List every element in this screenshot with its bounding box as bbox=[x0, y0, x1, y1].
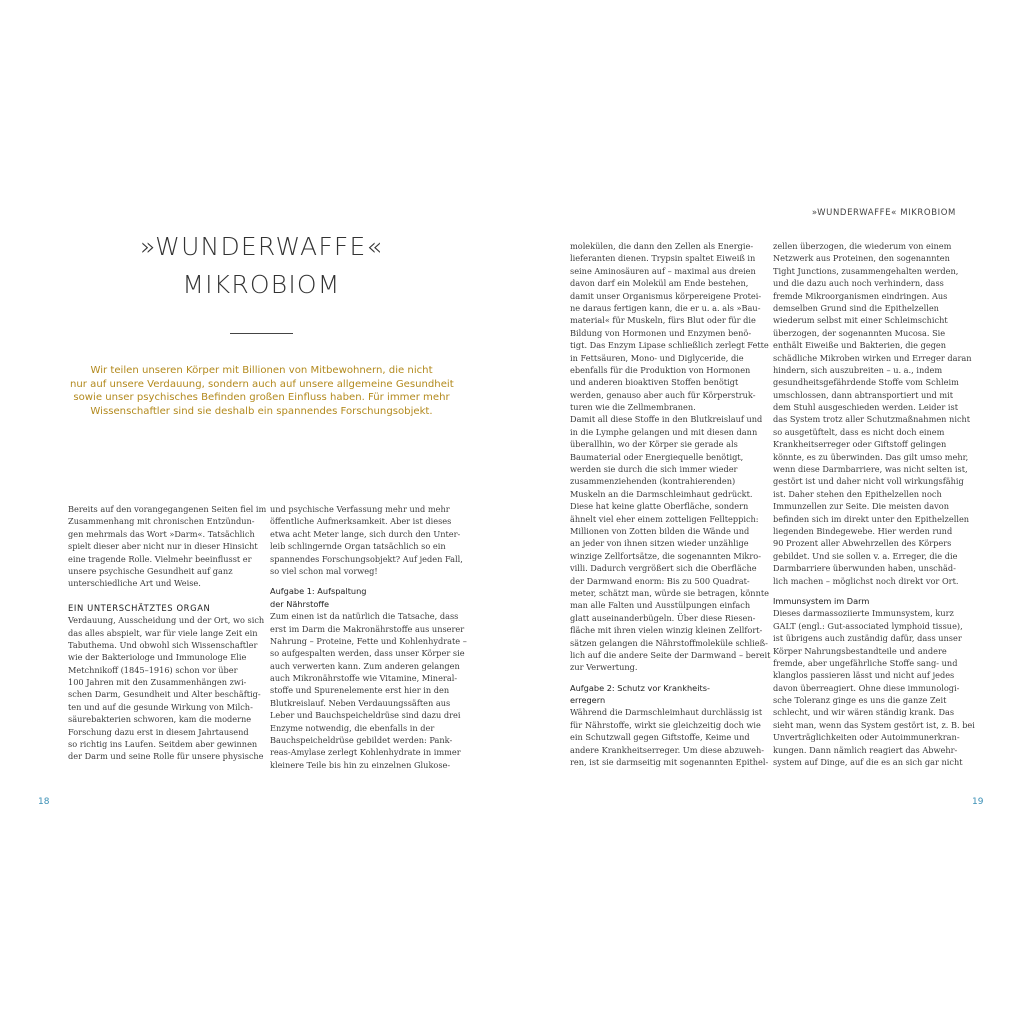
body-line: Baumaterial oder Energiequelle benötigt, bbox=[570, 451, 744, 462]
subheading: Immunsystem im Darm bbox=[773, 595, 870, 606]
body-line: kleinere Teile bis hin zu einzelnen Glukose- bbox=[270, 759, 451, 770]
body-line: turen wie die Zellmembranen. bbox=[570, 402, 696, 413]
chapter-title-line: »WUNDERWAFFE« bbox=[140, 232, 383, 261]
body-line: öffentliche Aufmerksamkeit. Aber ist dieses bbox=[270, 516, 452, 527]
body-line: sieht man, wenn das System gestört ist, z. B. bei bbox=[773, 719, 975, 730]
body-line: umschlossen, dann abtransportiert und mit bbox=[773, 389, 954, 400]
body-line: klanglos passieren lässt und nicht auf jedes bbox=[773, 670, 955, 681]
body-line: ebenfalls für die Produktion von Hormonen bbox=[570, 364, 751, 375]
body-line: GALT (engl.: Gut-associated lymphoid tissue), bbox=[773, 620, 963, 631]
body-line: kungen. Dann nämlich reagiert das Abwehr- bbox=[773, 744, 958, 755]
body-line: fremde Mikroorganismen eindringen. Aus bbox=[773, 290, 948, 301]
body-line: könnte, es zu überwinden. Das gilt umso mehr, bbox=[773, 451, 969, 462]
body-line: dem Stuhl ausgeschieden werden. Leider ist bbox=[773, 402, 958, 413]
body-line: werden, genauso aber auch für Körperstruk- bbox=[570, 389, 756, 400]
subheading-line: der Nährstoffe bbox=[270, 598, 330, 609]
body-line: fremde, aber ungefährliche Stoffe sang- und bbox=[773, 657, 958, 668]
body-line: so aufgespalten werden, dass unser Körper sie bbox=[270, 648, 465, 659]
body-line: gen mehrmals das Wort »Darm«. Tatsächlich bbox=[68, 528, 255, 539]
body-line: enthält Eiweiße und Bakterien, die gegen bbox=[773, 340, 947, 351]
body-line: Forschung dazu erst in diesem Jahrtausend bbox=[68, 726, 249, 737]
body-line: zusammenziehenden (kontrahierenden) bbox=[570, 476, 736, 487]
body-line: Millionen von Zotten bilden die Wände und bbox=[570, 525, 750, 536]
chapter-title bbox=[100, 228, 423, 304]
body-line: leib schlingernde Organ tatsächlich so ein bbox=[270, 541, 446, 552]
body-line: befinden sich im direkt unter den Epithelzellen bbox=[773, 513, 970, 524]
body-line: Muskeln an die Darmschleimhaut gedrückt. bbox=[570, 488, 753, 499]
intro-paragraph bbox=[70, 364, 453, 418]
body-line: und anderen bioaktiven Stoffen benötigt bbox=[570, 377, 739, 388]
body-line: gestört ist und daher nicht voll wirkungsfähig bbox=[773, 476, 964, 487]
body-line: unterschiedliche Art und Weise. bbox=[68, 578, 201, 589]
body-line: hindern, sich auszubreiten – u. a., indem bbox=[773, 364, 943, 375]
subheading-line: Aufgabe 1: Aufspaltung bbox=[270, 586, 367, 597]
body-line: Körper Nahrungsbestandteile und andere bbox=[773, 645, 947, 656]
body-line: gebildet. Und sie sollen v. a. Erreger, die die bbox=[773, 550, 958, 561]
body-line: säurebakterien schworen, kam die moderne bbox=[68, 714, 252, 725]
body-line: system auf Dinge, auf die es an sich gar nicht bbox=[773, 757, 963, 768]
chapter-title-line: MIKROBIOM bbox=[182, 270, 341, 299]
body-line: ein Schutzwall gegen Giftstoffe, Keime und bbox=[570, 732, 750, 743]
page-number-right: 19 bbox=[972, 797, 984, 807]
body-line: damit unser Organismus körpereigene Protei- bbox=[570, 290, 762, 301]
spacer bbox=[68, 590, 252, 602]
body-line: material« für Muskeln, fürs Blut oder für die bbox=[570, 315, 756, 326]
body-line: sätzen gelangen die Nährstoffmoleküle schließ- bbox=[570, 637, 768, 648]
body-line: unsere psychische Gesundheit auf ganz bbox=[68, 565, 233, 576]
body-line: Nahrung – Proteine, Fette und Kohlenhydrate – bbox=[270, 635, 467, 646]
body-line: in die Lymphe gelangen und mit diesen dann bbox=[570, 426, 758, 437]
body-line: Darmbarriere überwunden haben, unschäd- bbox=[773, 563, 956, 574]
body-line: wenn diese Darmbarriere, was nicht selten ist, bbox=[773, 464, 968, 475]
intro-line: Wissenschaftler sind sie deshalb ein spannendes Forschungsobjekt. bbox=[90, 405, 433, 417]
body-line: auch Mikronährstoffe wie Vitamine, Mineral- bbox=[270, 673, 458, 684]
spacer bbox=[270, 577, 454, 585]
body-line: das alles abspielt, war für viele lange Zeit ein bbox=[68, 627, 258, 638]
body-line: werden sie durch die sich immer wieder bbox=[570, 464, 738, 475]
body-line: Tabuthema. Und obwohl sich Wissenschaftler bbox=[68, 639, 258, 650]
intro-line: sowie unser psychisches Befinden großen Einfluss haben. Für immer mehr bbox=[73, 392, 450, 404]
body-line: Leber und Bauchspeicheldrüse sind dazu drei bbox=[270, 710, 461, 721]
body-line: Unverträglichkeiten oder Autoimmunerkran- bbox=[773, 732, 960, 743]
body-line: 100 Jahren mit den Zusammenhängen zwi- bbox=[68, 677, 247, 688]
body-line: davon überreagiert. Ohne diese immunologi- bbox=[773, 682, 960, 693]
body-line: lich machen – möglichst noch direkt vor Ort. bbox=[773, 575, 959, 586]
text-column-1 bbox=[68, 503, 267, 763]
subheading-line: erregern bbox=[570, 695, 606, 706]
body-line: gesundheitsgefährdende Stoffe vom Schleim bbox=[773, 377, 959, 388]
body-line: Bauchspeicheldrüse gebildet werden: Pank- bbox=[270, 735, 453, 746]
body-line: ren, ist sie darmseitig mit sogenannten Epithel- bbox=[570, 757, 769, 768]
body-line: schen Darm, Gesundheit und Alter beschäftig- bbox=[68, 689, 261, 700]
body-line: so richtig ins Laufen. Seitdem aber gewinnen bbox=[68, 739, 258, 750]
body-line: für Nährstoffe, wirkt sie gleichzeitig doch wie bbox=[570, 719, 761, 730]
body-line: Bereits auf den vorangegangenen Seiten fiel im bbox=[68, 504, 267, 514]
body-line: andere Krankheitserreger. Um diese abzuweh- bbox=[570, 744, 765, 755]
body-line: Blutkreislauf. Neben Verdauungssäften aus bbox=[270, 697, 451, 708]
body-line: Verdauung, Ausscheidung und der Ort, wo sich bbox=[68, 615, 265, 626]
body-line: eine tragende Rolle. Vielmehr beeinflusst er bbox=[68, 553, 252, 564]
body-line: so ausgetüftelt, dass es nicht doch einem bbox=[773, 426, 945, 437]
body-line: in Fettsäuren, Mono- und Diglyceride, die bbox=[570, 352, 744, 363]
body-line: Dieses darmassoziierte Immunsystem, kurz bbox=[773, 608, 954, 619]
body-line: Während die Darmschleimhaut durchlässig ist bbox=[570, 707, 763, 718]
body-line: Krankheitserreger oder Giftstoff gelingen bbox=[773, 439, 947, 450]
text-column-2 bbox=[270, 503, 467, 771]
body-line: molekülen, die dann den Zellen als Energie- bbox=[570, 241, 754, 251]
text-column-4 bbox=[773, 240, 975, 768]
body-line: spielt dieser aber nicht nur in dieser Hinsicht bbox=[68, 541, 258, 552]
body-line: lieferanten dienen. Trypsin spaltet Eiweiß in bbox=[570, 253, 756, 264]
body-line: davon darf ein Molekül am Ende bestehen, bbox=[570, 278, 749, 289]
section-heading: EIN UNTERSCHÄTZTES ORGAN bbox=[68, 602, 211, 613]
body-line: schädliche Mikroben wirken und Erreger daran bbox=[773, 352, 972, 363]
body-line: glatt auseinanderbügeln. Über diese Riesen- bbox=[570, 612, 756, 623]
body-line: seine Aminosäuren auf – maximal aus dreien bbox=[570, 265, 756, 276]
body-line: und psychische Verfassung mehr und mehr bbox=[270, 504, 450, 514]
body-line: Immunzellen zur Seite. Die meisten davon bbox=[773, 501, 949, 512]
page-number-left: 18 bbox=[38, 797, 50, 807]
body-line: zellen überzogen, die wiederum von einem bbox=[773, 241, 952, 251]
text-column-3 bbox=[570, 240, 771, 768]
spacer bbox=[570, 674, 754, 682]
body-line: Metchnikoff (1845–1916) schon vor über bbox=[68, 664, 238, 675]
body-line: sche Toleranz ginge es uns die ganze Zeit bbox=[773, 695, 947, 706]
body-line: 90 Prozent aller Abwehrzellen des Körpers bbox=[773, 538, 952, 549]
body-line: ist. Daher stehen den Epithelzellen noch bbox=[773, 488, 942, 499]
body-line: ähnelt viel eher einem zotteligen Fellteppich: bbox=[570, 513, 759, 524]
intro-line: nur auf unsere Verdauung, sondern auch auf unsere allgemeine Gesundheit bbox=[70, 378, 454, 390]
body-line: man alle Falten und Ausstülpungen einfach bbox=[570, 600, 751, 611]
body-line: das System trotz aller Schutzmaßnahmen nicht bbox=[773, 414, 971, 425]
body-line: meter, schätzt man, würde sie betragen, könnte bbox=[570, 587, 769, 598]
body-line: wiederum selbst mit einer Schleimschicht bbox=[773, 315, 948, 326]
body-line: überzogen, der sogenannten Mucosa. Sie bbox=[773, 327, 946, 338]
body-line: erst im Darm die Makronährstoffe aus unserer bbox=[270, 623, 465, 634]
body-line: liegenden Bindegewebe. Hier werden rund bbox=[773, 525, 953, 536]
body-line: Bildung von Hormonen und Enzymen benö- bbox=[570, 327, 752, 338]
body-line: Enzyme notwendig, die ebenfalls in der bbox=[270, 722, 435, 733]
title-divider bbox=[230, 333, 293, 334]
body-line: winzige Zellfortsätze, die sogenannten Mikro- bbox=[570, 550, 762, 561]
body-line: fläche mit ihren vielen winzig kleinen Zellfort- bbox=[570, 625, 763, 636]
body-line: etwa acht Meter lange, sich durch den Unter- bbox=[270, 528, 461, 539]
body-line: so viel schon mal vorweg! bbox=[270, 565, 378, 576]
body-line: an jeder von ihnen sitzen wieder unzählige bbox=[570, 538, 749, 549]
body-line: der Darmwand enorm: Bis zu 500 Quadrat- bbox=[570, 575, 750, 586]
body-line: ist übrigens auch zuständig dafür, dass unser bbox=[773, 633, 962, 644]
body-line: Tight Junctions, zusammengehalten werden, bbox=[773, 265, 959, 276]
body-line: demselben Grund sind die Epithelzellen bbox=[773, 302, 939, 313]
body-line: schlecht, und wir wären ständig krank. Das bbox=[773, 707, 955, 718]
body-line: Netzwerk aus Proteinen, den sogenannten bbox=[773, 253, 950, 264]
body-line: villi. Dadurch vergrößert sich die Oberfläche bbox=[570, 563, 757, 574]
body-line: ne daraus fertigen kann, die er u. a. als »Bau- bbox=[570, 302, 761, 313]
body-line: reas-Amylase zerlegt Kohlenhydrate in immer bbox=[270, 747, 461, 758]
body-line: spannendes Forschungsobjekt? Auf jeden Fall, bbox=[270, 553, 463, 564]
body-line: lich auf die andere Seite der Darmwand – bereit bbox=[570, 649, 771, 660]
intro-line: Wir teilen unseren Körper mit Billionen von Mitbewohnern, die nicht bbox=[90, 365, 433, 376]
subheading-line: Aufgabe 2: Schutz vor Krankheits- bbox=[570, 682, 710, 693]
body-line: stoffe und Spurenelemente erst hier in den bbox=[270, 685, 450, 696]
body-line: und die dazu auch noch verhindern, dass bbox=[773, 278, 944, 289]
body-line: Zum einen ist da natürlich die Tatsache, dass bbox=[270, 611, 459, 622]
body-line: der Darm und seine Rolle für unsere physische bbox=[68, 751, 264, 762]
body-line: wie der Bakteriologe und Immunologe Elie bbox=[68, 652, 247, 663]
body-line: Diese hat keine glatte Oberfläche, sondern bbox=[570, 501, 749, 512]
body-line: Damit all diese Stoffe in den Blutkreislauf und bbox=[570, 414, 763, 425]
body-line: Zusammenhang mit chronischen Entzündun- bbox=[68, 516, 255, 527]
body-line: zur Verwertung. bbox=[570, 662, 638, 673]
body-line: überallhin, wo der Körper sie gerade als bbox=[570, 439, 738, 450]
body-line: auch verwerten kann. Zum anderen gelangen bbox=[270, 660, 460, 671]
running-head: »WUNDERWAFFE« MIKROBIOM bbox=[811, 208, 956, 218]
body-line: ten und auf die gesunde Wirkung von Milch- bbox=[68, 701, 253, 712]
body-line: tigt. Das Enzym Lipase schließlich zerlegt Fette bbox=[570, 340, 769, 351]
spacer bbox=[773, 587, 957, 595]
